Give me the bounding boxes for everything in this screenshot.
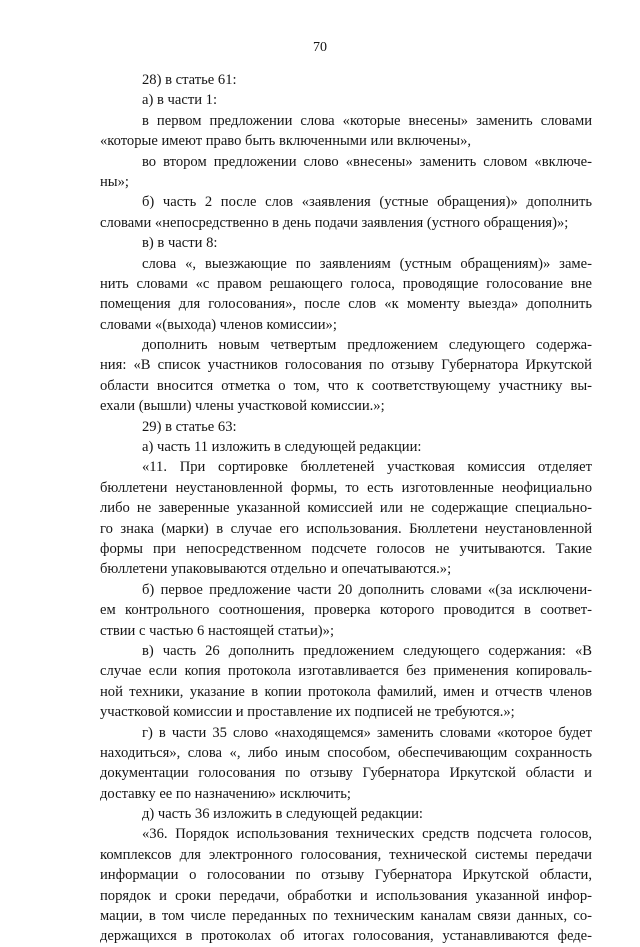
text-line: в первом предложении слова «которые внесены» заменить словами: [142, 112, 592, 129]
text-line: доставку ее по назначению» исключить;: [100, 785, 351, 802]
text-line: «36. Порядок использования технических средств подсчета голосов,: [142, 826, 592, 843]
text-line: помещения для голосования», после слов «к моменту выезда» дополнить: [100, 296, 592, 313]
text-line: во втором предложении слово «внесены» заменить словом «включе-: [142, 153, 592, 170]
text-line: ной техники, указание в копии протокола фамилий, имен и отчеств членов: [100, 683, 592, 700]
text-line: мации, в том числе переданных по техническим каналам связи данных, со-: [100, 908, 592, 925]
text-line: 28) в статье 61:: [142, 72, 237, 88]
text-line: в) часть 26 дополнить предложением следующего содержания: «В: [142, 642, 592, 659]
text-line: ем контрольного соотношения, проверка которого проводится в соответ-: [100, 602, 592, 619]
text-line: находиться», слова «, либо иным способом, обеспечивающим сохранность: [100, 744, 592, 761]
text-line: комплексов для электронного голосования, технической системы передачи: [100, 846, 592, 863]
text-line: а) в части 1:: [142, 92, 218, 109]
text-line: а) часть 11 изложить в следующей редакции:: [142, 439, 422, 456]
text-line: ехали (вышли) члены участковой комиссии.»;: [100, 398, 385, 415]
text-line: «11. При сортировке бюллетеней участковая комиссия отделяет: [142, 459, 592, 476]
text-line: бюллетени упаковываются отдельно и опечатываются.»;: [100, 561, 452, 578]
text-line: 29) в статье 63:: [142, 418, 237, 435]
text-line: словами «(выхода) членов комиссии»;: [100, 316, 337, 333]
text-line: «которые имеют право быть включенными или включены»,: [100, 133, 472, 150]
text-line: слова «, выезжающие по заявлениям (устным обращениям)» заме-: [142, 255, 592, 272]
text-line: ствии с частью 6 настоящей статьи)»;: [100, 622, 335, 639]
text-line: го знака (марки) в случае его использования. Бюллетени неустановленной: [100, 520, 592, 537]
text-line: держащихся в протоколах об итогах голосования, устанавливаются феде-: [100, 928, 592, 945]
text-line: формы при непосредственном подсчете голосов не учитываются. Такие: [100, 540, 592, 557]
text-line: словами «непосредственно в день подачи заявления (устного обращения)»;: [100, 214, 569, 231]
text-line: дополнить новым четвертым предложением следующего содержа-: [142, 337, 592, 354]
text-line: информации о голосовании по отзыву Губернатора Иркутской области,: [100, 867, 592, 884]
text-line: д) часть 36 изложить в следующей редакции:: [142, 806, 423, 823]
text-line: б) первое предложение части 20 дополнить словами «(за исключени-: [142, 581, 592, 598]
text-line: либо не заверенные указанной комиссией или не содержащие специально-: [100, 500, 592, 517]
text-line: случае если копия протокола изготавливается без применения копироваль-: [100, 663, 592, 680]
text-line: порядок и сроки передачи, обработки и использования указанной инфор-: [100, 887, 592, 904]
text-line: документации голосования по отзыву Губернатора Иркутской области и: [100, 765, 592, 782]
text-line: нить словами «с правом решающего голоса, проводящие голосование вне: [100, 275, 592, 292]
text-line: б) часть 2 после слов «заявления (устные обращения)» дополнить: [142, 194, 592, 211]
text-line: в) в части 8:: [142, 235, 218, 252]
text-line: ны»;: [100, 173, 129, 190]
text-line: ния: «В список участников голосования по отзыву Губернатора Иркутской: [100, 357, 592, 374]
document-body: [100, 70, 592, 947]
text-line: бюллетени неустановленной формы, то есть изготовленные неофициально: [100, 479, 592, 496]
text-line: области вносится отметка о том, что к соответствующему участнику вы-: [100, 377, 592, 394]
page-number: 70: [313, 40, 327, 55]
text-line: участковой комиссии и проставление их подписей не требуются.»;: [100, 704, 515, 721]
text-line: г) в части 35 слово «находящемся» заменить словами «которое будет: [142, 724, 592, 741]
